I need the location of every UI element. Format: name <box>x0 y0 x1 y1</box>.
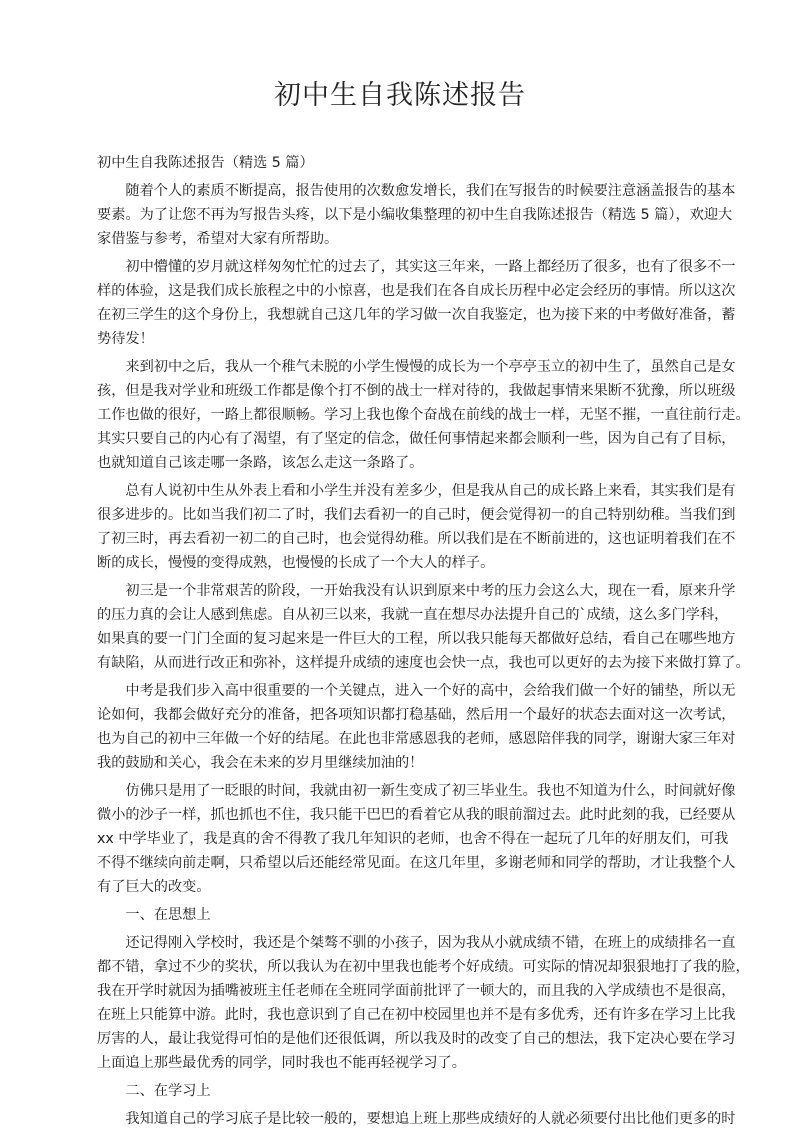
text-line: 有缺陷，从而进行改正和弥补，这样提升成绩的速度也会快一点，我也可以更好的去为接下来做打算了。 <box>97 655 750 671</box>
text-line: 还记得刚入学校时，我还是个桀骜不驯的小孩子，因为我从小就成绩不错，在班上的成绩排名一直 <box>97 935 736 951</box>
paragraph <box>97 1107 736 1131</box>
text-line: 工作也做的很好，一路上都很顺畅。学习上我也像个奋战在前线的战士一样，无坚不摧，一直往前行走。 <box>97 407 750 423</box>
text-line: 也为自己的初中三年做一个好的结尾。在此也非常感恩我的老师，感恩陪伴我的同学，谢谢大家三年对 <box>97 731 736 747</box>
text-line: 其实只要自己的内心有了渴望，有了坚定的信念，做任何事情起来都会顺利一些，因为自己有了目标， <box>97 431 736 447</box>
text-line: 仿佛只是用了一眨眼的时间，我就由初一新生变成了初三毕业生。我也不知道为什么，时间就好像 <box>97 783 736 799</box>
paragraph <box>97 779 736 899</box>
text-line: 论如何，我都会做好充分的准备，把各项知识都打稳基础，然后用一个最好的状态去面对这一次考试， <box>97 707 736 723</box>
document-subtitle <box>97 151 707 175</box>
text-line: 有了巨大的改变。 <box>97 879 211 895</box>
text-line: 初三是一个非常艰苦的阶段，一开始我没有认识到原来中考的压力会这么大，现在一看，原来升学 <box>97 583 736 599</box>
text-line: 的压力真的会让人感到焦虑。自从初三以来，我就一直在想尽办法提升自己的`成绩，这么多门学科， <box>97 607 729 623</box>
text-line: 随着个人的素质不断提高，报告使用的次数愈发增长，我们在写报告的时候要注意涵盖报告的基本 <box>97 183 736 199</box>
text-line: 也就知道自己该走哪一条路，该怎么走这一条路了。 <box>97 455 424 471</box>
text-line: 厉害的人，最让我觉得可怕的是他们还很低调，所以我及时的改变了自己的想法，我下定决心要在学习 <box>97 1031 736 1047</box>
text-line: 很多进步的。比如当我们初二了时，我们去看初一的自己时，便会觉得初一的自己特别幼稚。当我们到 <box>97 507 736 523</box>
text-line: 都不错，拿过不少的奖状，所以我认为在初中里我也能考个好成绩。可实际的情况却狠狠地打了我的脸， <box>97 959 750 975</box>
text-line: 一、在思想上 <box>97 907 211 923</box>
text-line: 在班上只能算中游。此时，我也意识到了自己在初中校园里也并不是有多优秀，还有许多在学习上比我 <box>97 1007 736 1023</box>
paragraph <box>97 255 736 351</box>
text-line: 初中生自我陈述报告（精选 5 篇） <box>97 155 314 171</box>
text-line: 了初三时，再去看初一初二的自己时，也会觉得幼稚。所以我们是在不断前进的，这也证明着我们在不 <box>97 531 736 547</box>
text-line: 家借鉴与参考，希望对大家有所帮助。 <box>97 231 339 247</box>
paragraph <box>97 1079 707 1103</box>
paragraph <box>97 355 750 475</box>
text-line: 二、在学习上 <box>97 1083 211 1099</box>
text-line: xx 中学毕业了，我是真的舍不得教了我几年知识的老师，也舍不得在一起玩了几年的好朋友们，可我 <box>97 831 729 847</box>
text-line: 要素。为了让您不再为写报告头疼，以下是小编收集整理的初中生自我陈述报告（精选 5 篇），欢迎大 <box>97 207 733 223</box>
text-line: 如果真的要一门门全面的复习起来是一件巨大的工程，所以我只能每天都做好总结，看自己在哪些地方 <box>97 631 736 647</box>
paragraph <box>97 931 750 1075</box>
text-line: 孩，但是我对学业和班级工作都是像个打不倒的战士一样对待的，我做起事情来果断不犹豫，所以班级 <box>97 383 736 399</box>
document-body <box>97 151 750 1135</box>
text-line: 样的体验，这是我们成长旅程之中的小惊喜，也是我们在各自成长历程中必定会经历的事情。所以这次 <box>97 283 736 299</box>
text-line: 我知道自己的学习底子是比较一般的，要想追上班上那些成绩好的人就必须要付出比他们更多的时 <box>97 1111 736 1127</box>
text-line: 我在开学时就因为插嘴被班主任老师在全班同学面前批评了一顿大的，而且我的入学成绩也不是很高， <box>97 983 736 999</box>
text-line: 势待发！ <box>97 331 154 347</box>
paragraph <box>97 903 707 927</box>
text-line: 初中懵懂的岁月就这样匆匆忙忙的过去了，其实这三年来，一路上都经历了很多，也有了很多不一 <box>97 259 736 275</box>
text-line: 断的成长，慢慢的变得成熟，也慢慢的长成了一个大人的样子。 <box>97 555 495 571</box>
paragraph <box>97 679 736 775</box>
text-line: 不得不继续向前走啊，只希望以后还能经常见面。在这几年里，多谢老师和同学的帮助，才让我整个人 <box>97 855 736 871</box>
text-line: 微小的沙子一样，抓也抓也不住，我只能干巴巴的看着它从我的眼前溜过去。此时此刻的我，已经要从 <box>97 807 736 823</box>
paragraph <box>97 479 736 575</box>
text-line: 我的鼓励和关心，我会在未来的岁月里继续加油的！ <box>97 755 424 771</box>
text-line: 中考是我们步入高中很重要的一个关键点，进入一个好的高中，会给我们做一个好的铺垫，所以无 <box>97 683 736 699</box>
text-line: 来到初中之后，我从一个稚气未脱的小学生慢慢的成长为一个亭亭玉立的初中生了，虽然自己是女 <box>97 359 736 375</box>
paragraph <box>97 179 736 251</box>
paragraph <box>97 579 750 675</box>
text-line: 在初三学生的这个身份上，我想就自己这几年的学习做一次自我鉴定，也为接下来的中考做好准备，蓄 <box>97 307 736 323</box>
text-line: 上面追上那些最优秀的同学，同时我也不能再轻视学习了。 <box>97 1055 466 1071</box>
document-title: 初中生自我陈述报告 <box>274 80 526 111</box>
text-line: 总有人说初中生从外表上看和小学生并没有差多少，但是我从自己的成长路上来看，其实我们是有 <box>97 483 736 499</box>
